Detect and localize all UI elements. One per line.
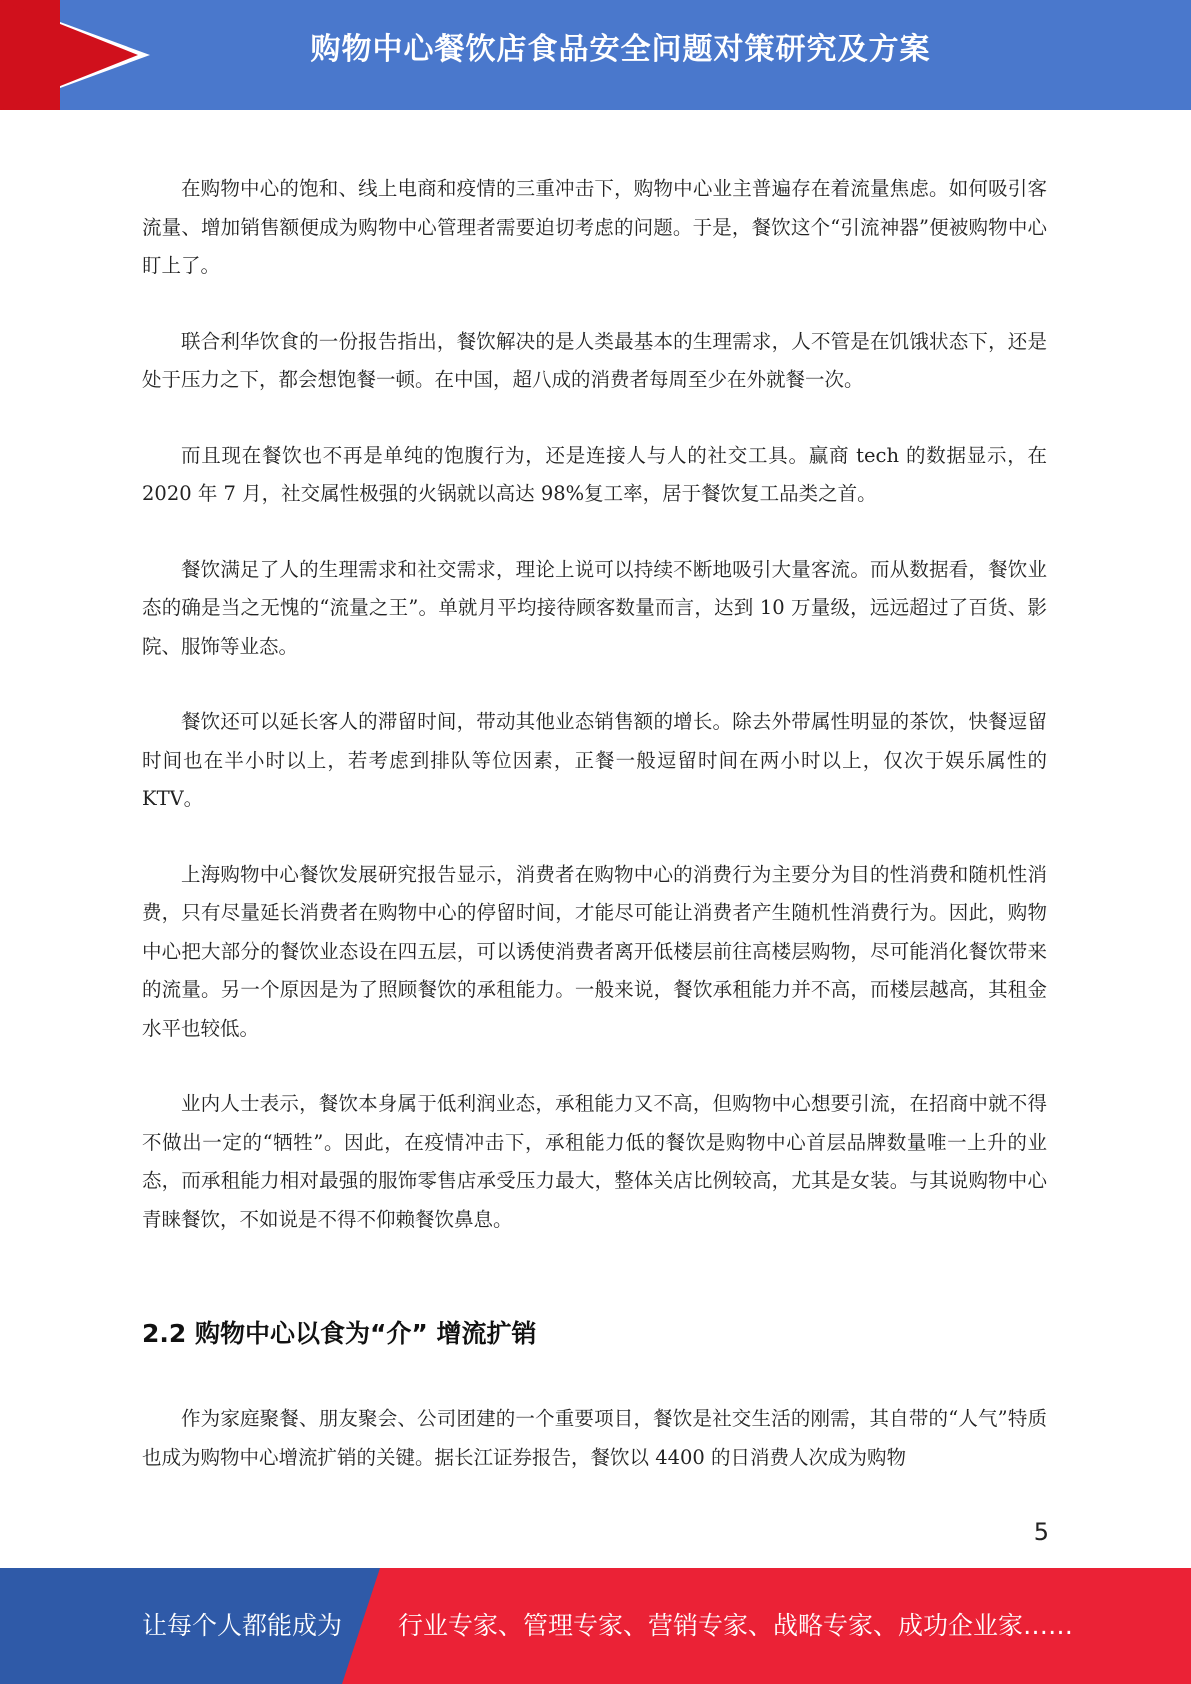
paragraph: 联合利华饮食的一份报告指出，餐饮解决的是人类最基本的生理需求，人不管是在饥饿状态下，还是处于压力之下，都会想饱餐一顿。在中国，超八成的消费者每周至少在外就餐一次。 bbox=[142, 329, 1047, 391]
section-heading: 2.2 购物中心以食为“介” 增流扩销 bbox=[142, 1319, 537, 1348]
document-body bbox=[142, 170, 1047, 1514]
header-red-arrow bbox=[0, 0, 138, 110]
paragraph: 作为家庭聚餐、朋友聚会、公司团建的一个重要项目，餐饮是社交生活的刚需，其自带的“人气”特质也成为购物中心增流扩销的关键。据长江证券报告，餐饮以 4400 的日消费人次成为购物 bbox=[142, 1407, 1047, 1469]
paragraph: 餐饮还可以延长客人的滞留时间，带动其他业态销售额的增长。除去外带属性明显的茶饮，快餐逗留时间也在半小时以上，若考虑到排队等位因素，正餐一般逗留时间在两小时以上，仅次于娱乐属性的 KTV。 bbox=[142, 710, 1047, 810]
page-header bbox=[0, 0, 1191, 110]
footer-slogan-left: 让每个人都能成为 bbox=[142, 1611, 343, 1640]
paragraph: 上海购物中心餐饮发展研究报告显示，消费者在购物中心的消费行为主要分为目的性消费和随机性消费，只有尽量延长消费者在购物中心的停留时间，才能尽可能让消费者产生随机性消费行为。因此，购物中心把大部分的餐饮业态设在四五层，可以诱使消费者离开低楼层前往高楼层购物，尽可能消化餐饮带来的流量。另一个原因是为了照顾餐饮的承租能力。一般来说，餐饮承租能力并不高，而楼层越高，其租金水平也较低。 bbox=[142, 862, 1047, 1040]
paragraph: 而且现在餐饮也不再是单纯的饱腹行为，还是连接人与人的社交工具。赢商 tech 的数据显示，在 2020 年 7 月，社交属性极强的火锅就以高达 98%复工率，居于餐饮复工品类之首。 bbox=[142, 443, 1047, 505]
page-footer bbox=[0, 1568, 1191, 1684]
paragraph: 在购物中心的饱和、线上电商和疫情的三重冲击下，购物中心业主普遍存在着流量焦虑。如何吸引客流量、增加销售额便成为购物中心管理者需要迫切考虑的问题。于是，餐饮这个“引流神器”便被购物中心盯上了。 bbox=[142, 177, 1047, 277]
document-title: 购物中心餐饮店食品安全问题对策研究及方案 bbox=[310, 32, 931, 67]
paragraph: 餐饮满足了人的生理需求和社交需求，理论上说可以持续不断地吸引大量客流。而从数据看，餐饮业态的确是当之无愧的“流量之王”。单就月平均接待顾客数量而言，达到 10 万量级，远远超过了百货、影院、服饰等业态。 bbox=[142, 557, 1047, 658]
page-number: 5 bbox=[1033, 1518, 1049, 1546]
paragraph: 业内人士表示，餐饮本身属于低利润业态，承租能力又不高，但购物中心想要引流，在招商中就不得不做出一定的“牺牲”。因此，在疫情冲击下，承租能力低的餐饮是购物中心首层品牌数量唯一上升的业态，而承租能力相对最强的服饰零售店承受压力最大，整体关店比例较高，尤其是女装。与其说购物中心青睐餐饮，不如说是不得不仰赖餐饮鼻息。 bbox=[142, 1092, 1047, 1231]
footer-slogan-right: 行业专家、管理专家、营销专家、战略专家、成功企业家…… bbox=[398, 1611, 1074, 1640]
